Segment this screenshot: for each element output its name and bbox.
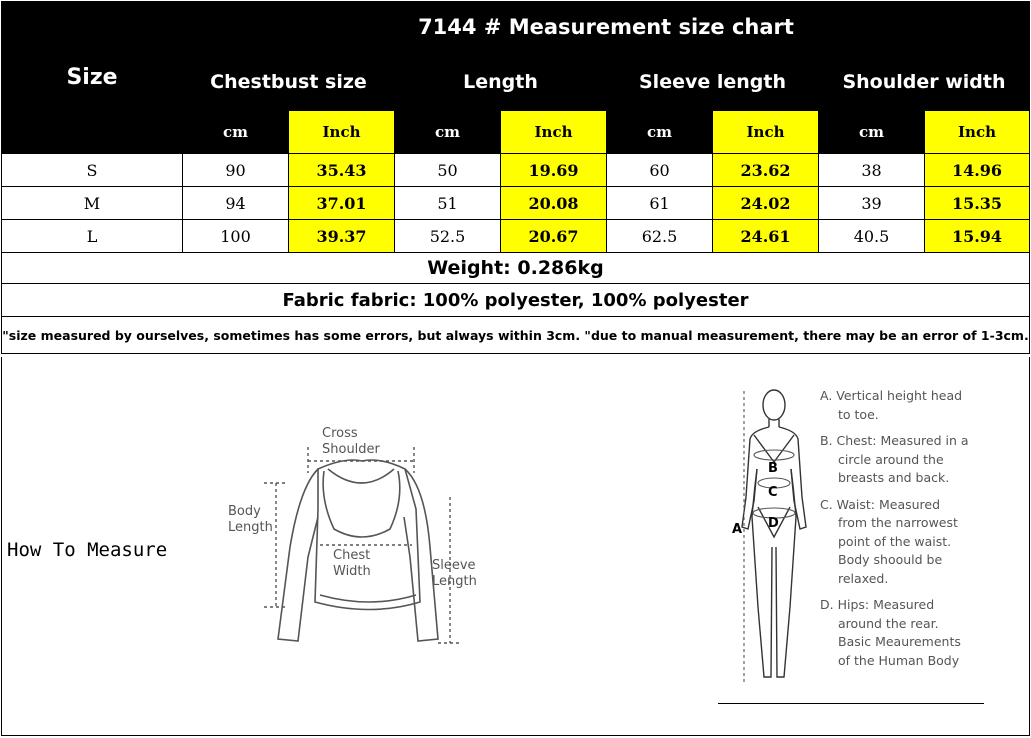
unit-inch: Inch [925, 111, 1030, 154]
chest-width-label: Chest [333, 548, 371, 563]
value-cell: 40.5 [819, 220, 925, 253]
table-row [2, 220, 1030, 253]
value-cell: 94 [183, 187, 289, 220]
unit-cm: cm [819, 111, 925, 154]
chest-width-label: Width [333, 564, 371, 579]
value-cell: 100 [183, 220, 289, 253]
shoulder-width-header: Shoulder width [819, 53, 1030, 111]
unit-cm: cm [607, 111, 713, 154]
inch-value-cell: 24.61 [713, 220, 819, 253]
sleeve-length-label: Length [432, 574, 477, 589]
weight-info: Weight: 0.286kg [2, 253, 1030, 284]
size-header: Size [2, 2, 183, 154]
measurement-size-chart [1, 1, 1030, 354]
legend-footer: Basic Meaurements of the Human Body [838, 634, 961, 668]
inch-value-cell: 23.62 [713, 154, 819, 187]
value-cell: 51 [395, 187, 501, 220]
cross-shoulder-label: Cross [322, 426, 358, 441]
sweater-diagram [220, 417, 490, 667]
value-cell: 50 [395, 154, 501, 187]
unit-inch: Inch [289, 111, 395, 154]
sweater-right-sleeve [404, 469, 438, 641]
inch-value-cell: 20.67 [501, 220, 607, 253]
sweater-hood [323, 471, 400, 537]
sleeve-length-header: Sleeve length [607, 53, 819, 111]
inch-value-cell: 14.96 [925, 154, 1030, 187]
inch-value-cell: 24.02 [713, 187, 819, 220]
body-measurement-figure [724, 377, 814, 697]
value-cell: 90 [183, 154, 289, 187]
table-row [2, 187, 1030, 220]
body-length-label: Length [228, 520, 273, 535]
unit-cm: cm [395, 111, 501, 154]
figure-left-leg [752, 469, 772, 677]
mark-b: B [768, 461, 778, 476]
value-cell: 52.5 [395, 220, 501, 253]
chestbust-size-header: Chestbust size [183, 53, 395, 111]
sweater-left-sleeve [278, 469, 318, 641]
legend-item: B. Chest: Measured in a circle around the breasts and back. [820, 433, 969, 485]
how-to-measure-label: How To Measure [7, 539, 168, 561]
sweater-collar [328, 469, 394, 483]
size-cell: S [2, 154, 183, 187]
value-cell: 61 [607, 187, 713, 220]
value-cell: 60 [607, 154, 713, 187]
chest-ring [754, 450, 794, 460]
measurement-legend [820, 387, 1020, 670]
inch-value-cell: 19.69 [501, 154, 607, 187]
inch-value-cell: 35.43 [289, 154, 395, 187]
mark-a: A [732, 522, 743, 537]
inch-value-cell: 39.37 [289, 220, 395, 253]
legend-item: A. Vertical height head to toe. [820, 388, 963, 422]
table-row [2, 154, 1030, 187]
cross-shoulder-label: Shoulder [322, 442, 380, 457]
length-header: Length [395, 53, 607, 111]
legend-item: D. Hips: Measured around the rear. [820, 597, 939, 631]
unit-inch: Inch [501, 111, 607, 154]
size-cell: M [2, 187, 183, 220]
legend-underline [718, 703, 984, 704]
inch-value-cell: 37.01 [289, 187, 395, 220]
unit-inch: Inch [713, 111, 819, 154]
size-cell: L [2, 220, 183, 253]
value-cell: 39 [819, 187, 925, 220]
legend-item: C. Waist: Measured from the narrowest point of the waist. Body shoould be relaxed. [820, 496, 958, 586]
inch-value-cell: 20.08 [501, 187, 607, 220]
chart-title: 7144 # Measurement size chart [183, 2, 1030, 53]
unit-cm: cm [183, 111, 289, 154]
mark-d: D [768, 516, 779, 531]
inch-value-cell: 15.94 [925, 220, 1030, 253]
value-cell: 62.5 [607, 220, 713, 253]
fabric-info: Fabric fabric: 100% polyester, 100% polyester [2, 284, 1030, 317]
sweater-hem [320, 595, 416, 602]
body-length-label: Body [228, 504, 261, 519]
inch-value-cell: 15.35 [925, 187, 1030, 220]
mark-c: C [768, 485, 778, 500]
sleeve-length-label: Sleeve [432, 558, 476, 573]
measurement-note: "size measured by ourselves, sometimes has some errors, but always within 3cm. "due to manual measurement, there may be an error of 1-3cm. [2, 317, 1030, 354]
how-to-measure-section [1, 357, 1030, 736]
value-cell: 38 [819, 154, 925, 187]
figure-right-leg [776, 469, 796, 677]
figure-head [763, 390, 785, 420]
figure-neckline [754, 435, 794, 462]
